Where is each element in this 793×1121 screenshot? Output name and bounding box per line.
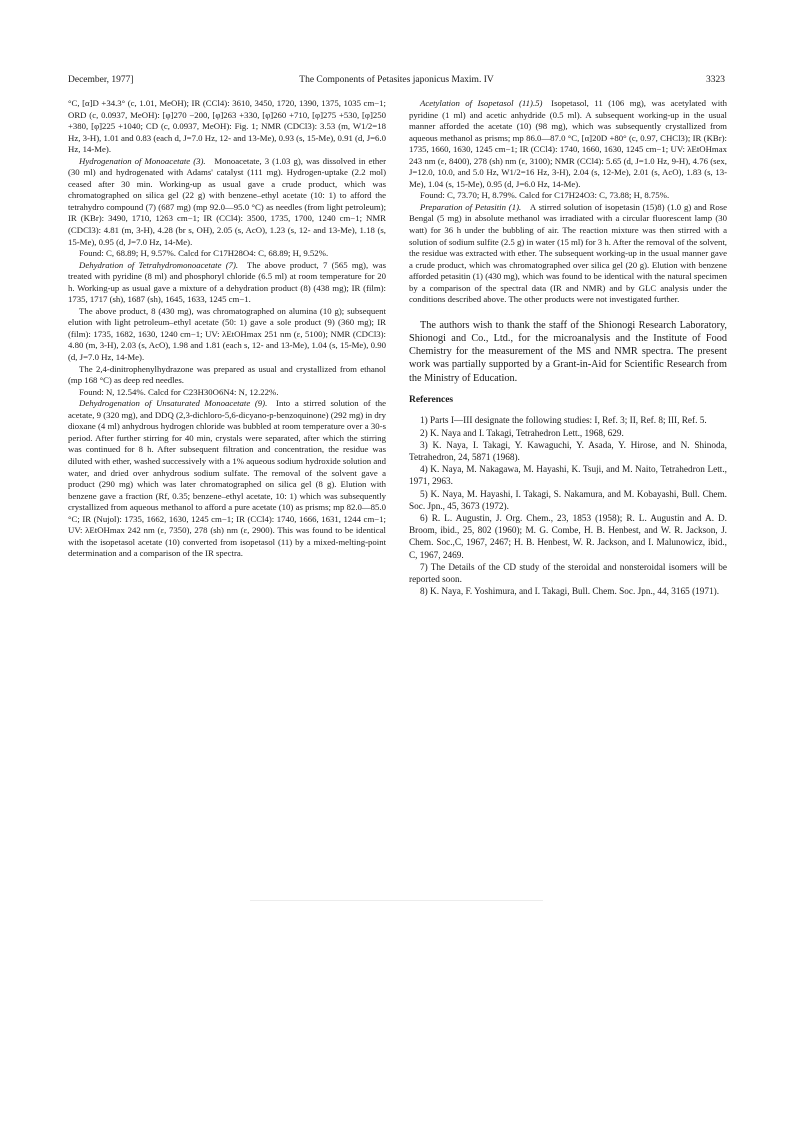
section-runin-heading: Dehydrogenation of Unsaturated Monoacetate (9). [79,398,268,409]
right-column [409,98,727,598]
section-runin-heading: Preparation of Petasitin (1). [420,201,522,212]
paragraph-text: The 2,4-dinitrophenylhydrazone was prepared as usual and crystallized from ethanol (mp 168 °C) as deep red needles. [68,363,386,386]
experimental-section [68,260,386,306]
footer-rule [250,900,543,901]
paragraph-text: 1) Parts I—III designate the following studies: I, Ref. 3; II, Ref. 8; III, Ref. 5. [420,416,707,427]
body-paragraph [68,248,386,260]
reference-item [409,489,727,513]
paragraph-text: The above product, 7 (565 mg), was treated with pyridine (8 ml) and phosphoryl chloride (6.5 ml) at room temperature for 20 h. Working-up as usual gave a mixture of a dehydration product (8) (438 mg); IR (film): 1735, 1717 (sh), 1687 (sh), 1645, 1633, 1245 cm−1. [68,259,386,305]
body-paragraph [409,190,727,202]
section-runin-heading: Acetylation of Isopetasol (11).5) [420,98,543,108]
paragraph-text: 2) K. Naya and I. Takagi, Tetrahedron Lett., 1968, 629. [420,428,624,439]
body-paragraph [68,306,386,364]
reference-item [409,586,727,598]
paragraph-text: °C, [α]D +34.3° (c, 1.01, MeOH); IR (CCl4): 3610, 3450, 1720, 1390, 1375, 1035 cm−1; ORD (c, 0.0937, MeOH): [φ]270 −200, [φ]263 +330, [φ]260 +710, [φ]275 +530, [φ]250 +380, [φ]225 +1040; CD (c, 0.0937, MeOH): Fig. 1; NMR (CDCl3): 3.53 (m, W1/2=18 Hz, 3-H), 1.01 and 0.83 (each d, J=7.0 Hz, 12- and 13-Me), 0.93 (s, 15-Me), 0.91 (d, J=6.0 Hz, 14-Me). [68,98,386,155]
reference-item [409,428,727,440]
paragraph-text: 5) K. Naya, M. Hayashi, I. Takagi, S. Nakamura, and M. Kobayashi, Bull. Chem. Soc. Jpn., 45, 3673 (1972). [409,489,727,512]
section-runin-heading: Dehydration of Tetrahydromonoacetate (7). [79,259,239,270]
reference-item [409,464,727,488]
experimental-section [68,156,386,248]
experimental-section [409,98,727,190]
experimental-section [409,202,727,306]
paragraph-text: 3) K. Naya, I. Takagi, Y. Kawaguchi, Y. Asada, Y. Hirose, and N. Shinoda, Tetrahedron, 24, 5871 (1968). [409,440,727,464]
reference-item [409,440,727,464]
running-head [68,73,725,87]
references-heading: References [409,394,454,405]
left-column [68,98,386,560]
section-runin-heading: Hydrogenation of Monoacetate (3). [79,155,206,166]
body-paragraph [68,364,386,387]
section-gap [409,306,727,319]
paragraph-text: 7) The Details of the CD study of the steroidal and nonsteroidal isomers will be reported soon. [409,562,727,586]
acknowledgement-paragraph [409,319,727,385]
paragraph-text: Found: C, 73.70; H, 8.79%. Calcd for C17H24O3: C, 73.88; H, 8.75%. [420,190,670,201]
paragraph-text: A stirred solution of isopetasin (15)8) (1.0 g) and Rose Bengal (5 mg) in absolute methanol was irradiated with a circular fluorescent lamp (30 watt) for 36 h under the bubbling of air. The reaction mixture was then stirred with a solution of sodium sulfite (2.5 g) in water (15 ml) for 3 h. After the removal of the solvent, the residue was extracted with ether. The subsequent working-up in the usual manner gave a crude product, which was chromatographed over silica gel (20 g). Elution with benzene afforded petasitin (1) (430 mg), which was found to be identical with the natural specimen by a comparison of the spectral data (IR and NMR) and by GLC analysis under the conditions described above. The other products were not investigated further. [409,201,727,305]
issue-date: December, 1977] [68,75,134,85]
reference-item [409,513,727,562]
paragraph-text: The above product, 8 (430 mg), was chromatographed on alumina (10 g); subsequent elution with light petroleum–ethyl acetate (50: 1) gave a sole product (9) (360 mg); IR (film): 1735, 1682, 1630, 1240 cm−1; UV: λEtOHmax 251 nm (ε, 5100); NMR (CDCl3): 4.80 (m, 3-H), 2.03 (s, AcO), 1.98 and 1.81 (each s, 12- and 13-Me), 1.04 (s, 15-Me), 0.90 (d, J=7.0 Hz, 14-Me). [68,305,386,363]
body-paragraph [68,387,386,399]
experimental-section [68,398,386,560]
paragraph-text: 8) K. Naya, F. Yoshimura, and I. Takagi, Bull. Chem. Soc. Jpn., 44, 3165 (1971). [420,587,720,598]
paragraph-text: Monoacetate, 3 (1.03 g), was dissolved in ether (30 ml) and hydrogenated with Adams' catalyst (111 mg). Hydrogen-uptake (2.2 mol) ceased after 30 min. Working-up as usual gave a crude product, which was chromatographed on silica gel (22 g) with benzene–ethyl acetate (10: 1) to afford the tetrahydro compound (7) (687 mg) (mp 92.0—95.0 °C) as needles (from light petroleum); IR (KBr): 3490, 1710, 1263 cm−1; IR (CCl4): 3500, 1735, 1700, 1240 cm−1; NMR (CDCl3): 4.81 (m, 3-H), 4.28 (br s, OH), 2.05 (s, AcO), 1.23 (s, 12- and 13-Me), 1.18 (s, 15-Me), 0.95 (d, J=7.0 Hz, 14-Me). [68,155,386,247]
page-number: 3323 [706,75,725,85]
running-title: The Components of Petasites japonicus Maxim. IV [299,75,494,85]
reference-item [409,562,727,586]
paragraph-text: The authors wish to thank the staff of the Shionogi Research Laboratory, Shionogi and Co., Ltd., for the microanalysis and the Institute of Food Chemistry for the measurement of the MS and NMR spectra. The present work was partially supported by a Grant-in-Aid for Scientific Research from the Ministry of Education. [409,319,727,384]
paragraph-text: 4) K. Naya, M. Nakagawa, M. Hayashi, K. Tsuji, and M. Naito, Tetrahedron Lett., 1971, 2963. [409,465,727,488]
paragraph-text: Isopetasol, 11 (106 mg), was acetylated with pyridine (1 ml) and acetic anhydride (0.5 ml). A subsequent working-up in the usual manner afforded the acetate (10) (98 mg), which was subsequently crystallized from aqueous methanol as prisms; mp 86.0—87.0 °C, [α]20D +80° (c, 0.97, CHCl3); IR (KBr): 1735, 1660, 1630, 1245 cm−1; IR (CCl4): 1740, 1660, 1630, 1245 cm−1; UV: λEtOHmax 243 nm (ε, 8400), 278 (sh) nm (ε, 3100); NMR (CCl4): 5.65 (d, J=1.0 Hz, 9-H), 4.76 (sex, J=12.0, 10.0, and 5.0 Hz, W1/2=16 Hz, 3-H), 2.04 (s, 12-Me), 2.01 (s, AcO), 1.83 (s, 13-Me), 1.04 (s, 15-Me), 0.95 (d, J=6.0 Hz, 14-Me). [409,98,727,189]
paragraph-text: Found: C, 68.89; H, 9.57%. Calcd for C17H28O4: C, 68.89; H, 9.52%. [79,248,329,259]
paragraph-text: Found: N, 12.54%. Calcd for C23H30O6N4: N, 12.22%. [79,386,279,397]
body-paragraph [68,98,386,156]
paragraph-text: 6) R. L. Augustin, J. Org. Chem., 23, 1853 (1958); R. L. Augustin and A. D. Broom, ibid., 25, 802 (1960); M. G. Combe, H. B. Henbest, and W. R. Jackson, J. Chem. Soc.,C, 1967, 2467; H. B. Henbest, W. R. Jackson, and I. Malunowicz, ibid., C, 1967, 2469. [409,514,727,561]
reference-item [409,415,727,427]
paragraph-text: Into a stirred solution of the acetate, 9 (320 mg), and DDQ (2,3-dichloro-5,6-dicyano-p-benzoquinone) (292 mg) in dry dioxane (4 ml) anhydrous hydrogen chloride was bubbled at room temperature over a 30-s period. After further stirring for 40 min, crystals were separated, after which the stirring was continued for 8 h. After subsequent filtration and concentration, the residue was diluted with ether, washed successively with a 1% aqueous sodium hydroxide solution and water, and dried over anhydrous sodium sulfate. The removal of the solvent gave a product (290 mg) which was later chromatographed on silica gel (8 g). Elution with benzene gave a fraction (Rf, 0.35; benzene–ethyl acetate, 10: 1) which was subsequently crystallized from aqueous methanol to afford a pure acetate (10) as prisms; mp 82.0—85.0 °C; IR (Nujol): 1735, 1662, 1630, 1245 cm−1; IR (CCl4): 1740, 1666, 1631, 1244 cm−1; UV: λEtOHmax 242 nm (ε, 7350), 278 (sh) nm (ε, 2900). This was found to be identical with the isopetasol acetate (10) converted from isopetasol (11) by a mixed-melting-point determination and a comparison of the IR spectra. [68,398,386,559]
